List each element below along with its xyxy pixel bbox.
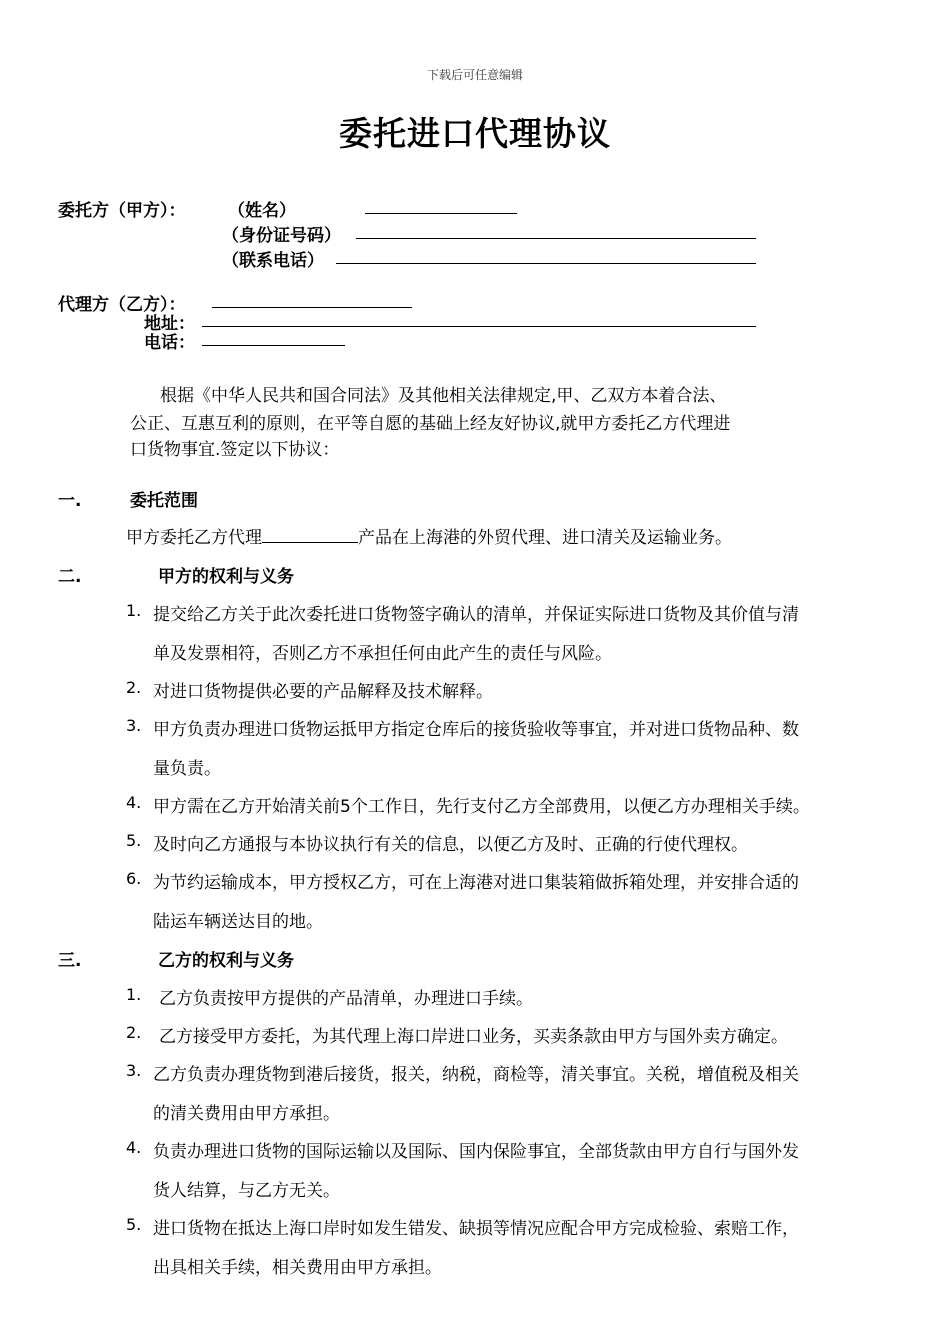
- party-a-name-label: （姓名）: [228, 201, 296, 221]
- intro-line: 根据《中华人民共和国合同法》及其他相关法律规定,甲、乙双方本着合法、: [160, 386, 727, 406]
- party-a-name-blank[interactable]: [365, 213, 517, 214]
- party-a-label: 委托方（甲方）：: [58, 201, 186, 221]
- section-number: 二.: [58, 567, 82, 587]
- list-item-line: 乙方接受甲方委托，为其代理上海口岸进口业务，买卖条款由甲方与国外卖方确定。: [159, 1027, 788, 1047]
- list-item-number: 1.: [126, 601, 142, 620]
- party-b-label: 代理方（乙方）：: [58, 295, 186, 315]
- list-item-line: 量负责。: [153, 759, 221, 779]
- list-item-line: 单及发票相符，否则乙方不承担任何由此产生的责任与风险。: [153, 644, 612, 664]
- section-title: 委托范围: [130, 491, 198, 511]
- list-item-line: 货人结算，与乙方无关。: [153, 1181, 340, 1201]
- list-item-number: 6.: [126, 869, 142, 888]
- list-item-line: 的清关费用由甲方承担。: [153, 1104, 340, 1124]
- list-item-line: 进口货物在抵达上海口岸时如发生错发、缺损等情况应配合甲方完成检验、索赔工作，: [153, 1219, 799, 1239]
- list-item-line: 对进口货物提供必要的产品解释及技术解释。: [153, 682, 493, 702]
- list-item-line: 乙方负责办理货物到港后接货，报关，纳税，商检等，清关事宜。关税，增值税及相关: [153, 1065, 799, 1085]
- section-1-text: [126, 523, 732, 548]
- list-item-line: 甲方需在乙方开始清关前5个工作日，先行支付乙方全部费用，以便乙方办理相关手续。: [153, 797, 810, 817]
- intro-line: 口货物事宜.签定以下协议：: [130, 440, 340, 460]
- list-item-number: 4.: [126, 793, 142, 812]
- section-1-text-after: 产品在上海港的外贸代理、进口清关及运输业务。: [358, 528, 732, 548]
- party-a-id-blank[interactable]: [356, 238, 756, 239]
- product-blank[interactable]: [262, 526, 358, 543]
- party-a-phone-label: （联系电话）: [222, 251, 324, 271]
- section-title: 甲方的权利与义务: [158, 567, 294, 587]
- list-item-number: 4.: [126, 1138, 142, 1157]
- header-note: 下载后可任意编辑: [426, 68, 523, 82]
- party-b-address-label: 地址：: [144, 314, 195, 334]
- document-title: 委托进口代理协议: [339, 114, 611, 153]
- party-a-phone-blank[interactable]: [336, 263, 756, 264]
- list-item-line: 及时向乙方通报与本协议执行有关的信息，以便乙方及时、正确的行使代理权。: [153, 835, 748, 855]
- section-title: 乙方的权利与义务: [158, 951, 294, 971]
- party-b-name-blank[interactable]: [212, 307, 412, 308]
- section-1-text-before: 甲方委托乙方代理: [126, 528, 262, 548]
- list-item-line: 提交给乙方关于此次委托进口货物签字确认的清单，并保证实际进口货物及其价值与清: [153, 605, 799, 625]
- list-item-line: 陆运车辆送达目的地。: [153, 912, 323, 932]
- list-item-number: 1.: [126, 985, 142, 1004]
- party-a-id-label: （身份证号码）: [222, 226, 341, 246]
- party-b-phone-blank[interactable]: [202, 345, 345, 346]
- party-b-phone-label: 电话：: [144, 333, 195, 353]
- list-item-number: 5.: [126, 831, 142, 850]
- list-item-number: 2.: [126, 678, 142, 697]
- list-item-line: 甲方负责办理进口货物运抵甲方指定仓库后的接货验收等事宜，并对进口货物品种、数: [153, 720, 799, 740]
- list-item-number: 5.: [126, 1215, 142, 1234]
- list-item-number: 3.: [126, 716, 142, 735]
- section-number: 一.: [58, 491, 82, 511]
- intro-line: 公正、互惠互利的原则，在平等自愿的基础上经友好协议,就甲方委托乙方代理进: [130, 414, 731, 434]
- list-item-line: 出具相关手续，相关费用由甲方承担。: [153, 1258, 442, 1278]
- list-item-number: 2.: [126, 1023, 142, 1042]
- party-b-address-blank[interactable]: [202, 326, 756, 327]
- list-item-line: 乙方负责按甲方提供的产品清单，办理进口手续。: [159, 989, 533, 1009]
- list-item-number: 3.: [126, 1061, 142, 1080]
- list-item-line: 负责办理进口货物的国际运输以及国际、国内保险事宜，全部货款由甲方自行与国外发: [153, 1142, 799, 1162]
- list-item-line: 为节约运输成本，甲方授权乙方，可在上海港对进口集装箱做拆箱处理，并安排合适的: [153, 873, 799, 893]
- section-number: 三.: [58, 951, 82, 971]
